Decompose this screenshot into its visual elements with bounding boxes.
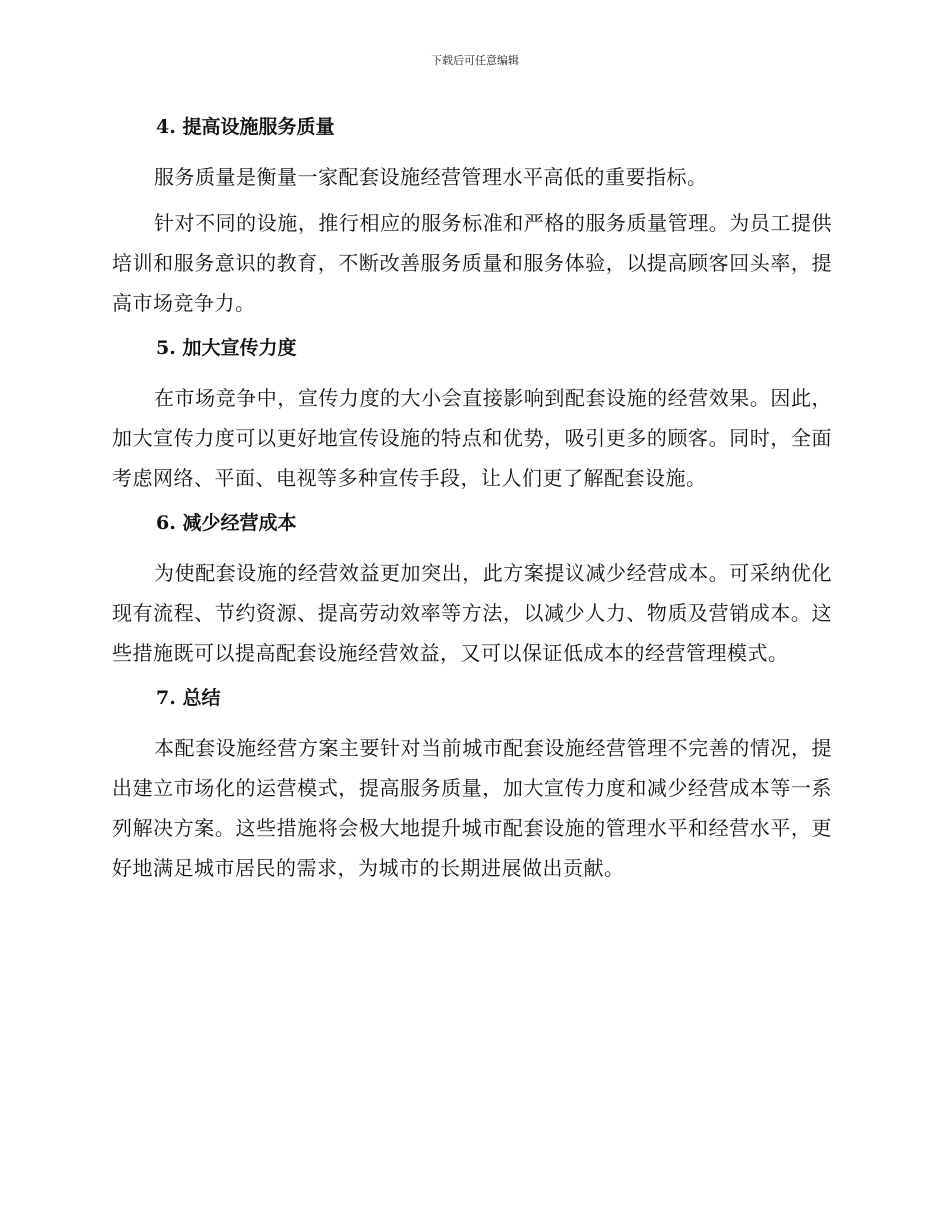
paragraph: 本配套设施经营方案主要针对当前城市配套设施经营管理不完善的情况，提出建立市场化的运营模式，提高服务质量，加大宣传力度和减少经营成本等一系列解决方案。这些措施将会极大地提升城市配套设施的管理水平和经营水平，更好地满足城市居民的需求，为城市的长期进展做出贡献。: [112, 736, 832, 880]
section-5: [112, 333, 832, 498]
section-4: [112, 112, 832, 323]
section-7: [112, 683, 832, 888]
section-heading: 7. 总结: [156, 687, 221, 709]
section-heading: 6. 减少经营成本: [156, 512, 297, 534]
section-6: [112, 508, 832, 673]
section-heading: 5. 加大宣传力度: [156, 337, 297, 359]
document-body: [112, 112, 832, 888]
paragraph: 针对不同的设施，推行相应的服务标准和严格的服务质量管理。为员工提供培训和服务意识的教育，不断改善服务质量和服务体验，以提高顾客回头率，提高市场竞争力。: [112, 211, 832, 315]
paragraph: 服务质量是衡量一家配套设施经营管理水平高低的重要指标。: [154, 165, 708, 189]
page-header: 下载后可任意编辑: [431, 54, 519, 67]
paragraph: 在市场竞争中，宣传力度的大小会直接影响到配套设施的经营效果。因此，加大宣传力度可以更好地宣传设施的特点和优势，吸引更多的顾客。同时，全面考虑网络、平面、电视等多种宣传手段，让人们更了解配套设施。: [112, 386, 832, 490]
paragraph: 为使配套设施的经营效益更加突出，此方案提议减少经营成本。可采纳优化现有流程、节约资源、提高劳动效率等方法，以减少人力、物质及营销成本。这些措施既可以提高配套设施经营效益，又可以保证低成本的经营管理模式。: [112, 561, 832, 665]
section-heading: 4. 提高设施服务质量: [156, 116, 335, 138]
